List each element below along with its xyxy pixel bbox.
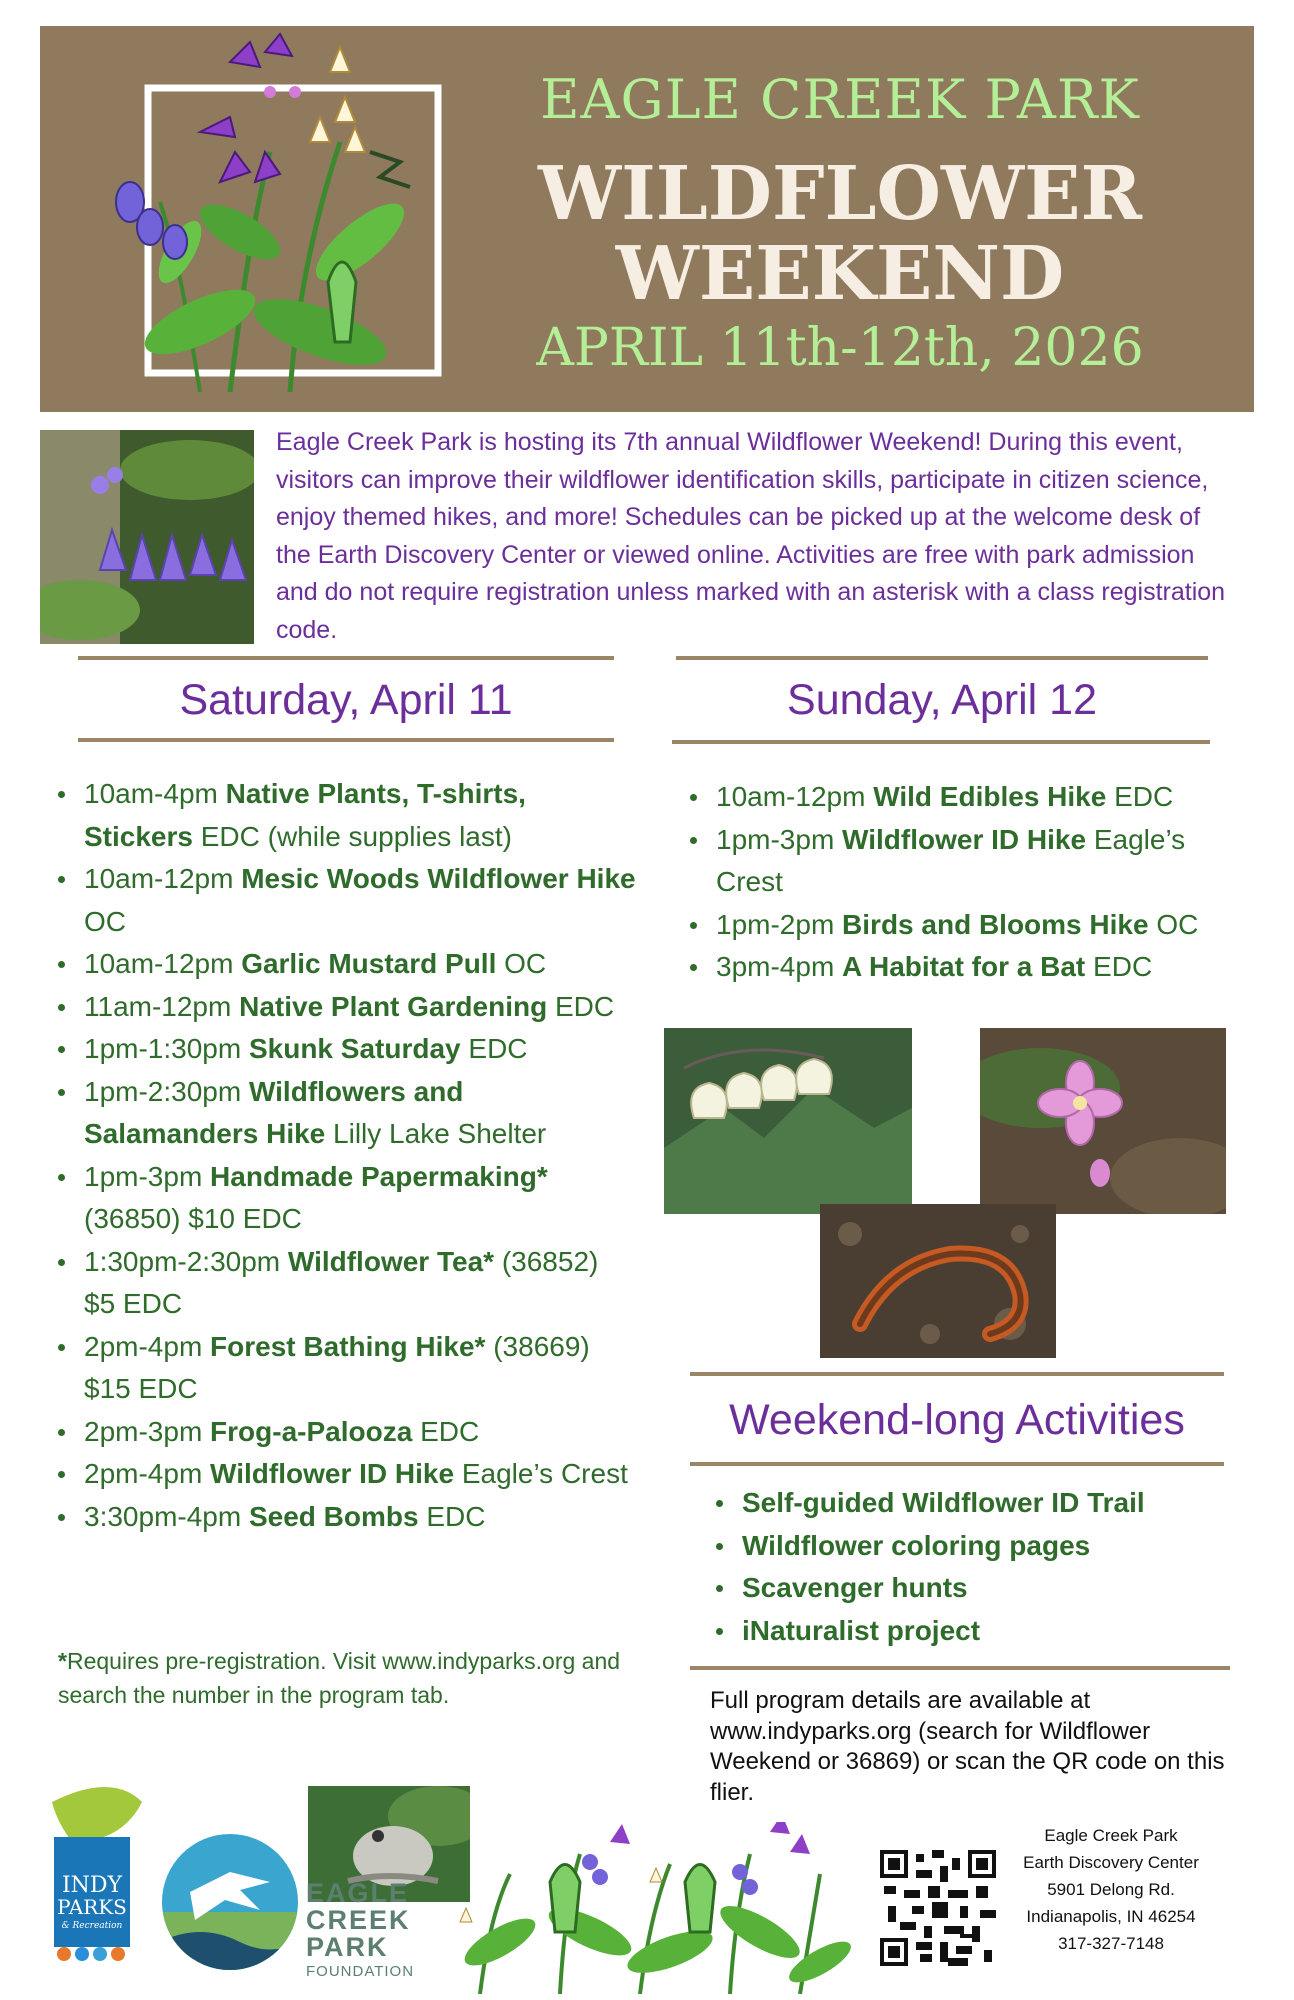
saturday-event <box>56 1071 636 1156</box>
event-title: Wild Edibles Hike <box>873 781 1107 812</box>
event-time: 10am-12pm <box>84 863 234 894</box>
preregistration-note <box>58 1644 658 1712</box>
address-line: Earth Discovery Center <box>1023 1853 1199 1872</box>
sunday-event <box>688 904 1258 947</box>
event-time: 1pm-1:30pm <box>84 1033 242 1064</box>
intro-paragraph: Eagle Creek Park is hosting its 7th annual Wildflower Weekend! During this event, visitors can improve their wildflower identification skills, participate in citizen science, enjoy themed hikes, and more! Schedules can be picked up at the welcome desk of the Earth Discovery Center or viewed online. Activities are free with park admission and do not require registration unless marked with an asterisk with a class registration code. <box>276 428 1226 644</box>
event-time: 10am-12pm <box>84 948 234 979</box>
event-location: EDC <box>426 1500 486 1532</box>
event-title-line2: WEEKEND <box>615 231 1065 317</box>
event-time: 1pm-3pm <box>716 823 835 855</box>
event-location: Eagle’s Crest <box>461 1458 628 1489</box>
indy-parks-logo <box>42 1782 142 1962</box>
event-time: 11am-12pm <box>84 990 232 1022</box>
foundation-creek: CREEK <box>306 1905 411 1935</box>
sunday-top-rule <box>676 656 1208 660</box>
event-title: Garlic Mustard Pull <box>241 948 497 979</box>
event-location: OC <box>504 948 547 979</box>
saturday-event <box>56 1028 636 1071</box>
foundation-wordmark <box>306 1880 426 1983</box>
program-details: Full program details are available at www.indyparks.org (search for Wildflower Weekend or 36869) or scan the QR code on this flier. <box>710 1687 1225 1806</box>
event-location: (38669) $15 EDC <box>84 1330 590 1404</box>
event-location: EDC <box>468 1033 528 1064</box>
saturday-event <box>56 773 636 858</box>
event-time: 2pm-4pm <box>84 1330 203 1362</box>
saturday-event <box>56 1453 636 1496</box>
event-time: 3:30pm-4pm <box>84 1500 242 1532</box>
event-title: Seed Bombs <box>248 1500 419 1532</box>
parks-text: PARKS <box>57 1895 127 1919</box>
event-location: EDC <box>554 990 615 1022</box>
address-line: 5901 Delong Rd. <box>1047 1880 1175 1899</box>
event-time: 1pm-2:30pm <box>84 1075 242 1107</box>
saturday-heading: Saturday, April 11 <box>179 676 513 724</box>
event-title: Handmade Papermaking* <box>210 1160 548 1192</box>
sunday-schedule <box>688 776 1258 989</box>
event-time: 10am-4pm <box>84 778 218 809</box>
event-location: EDC <box>1093 951 1153 982</box>
details-top-rule <box>690 1666 1230 1670</box>
saturday-event <box>56 986 636 1029</box>
event-title: Frog-a-Palooza <box>210 1415 413 1447</box>
event-dates: APRIL 11th-12th, 2026 <box>536 318 1144 378</box>
saturday-event <box>56 1156 636 1241</box>
weekend-top-rule <box>690 1372 1224 1376</box>
saturday-top-rule <box>78 656 614 660</box>
sunday-event <box>688 776 1258 819</box>
weekend-activity <box>714 1567 1234 1610</box>
weekend-activity <box>714 1610 1234 1653</box>
event-location: EDC <box>1114 781 1174 812</box>
recreation-text: & Recreation <box>61 1921 123 1931</box>
saturday-bottom-rule <box>78 738 614 742</box>
dutchmans-breeches-photo <box>664 1028 912 1214</box>
event-title: Wildflower ID Hike <box>210 1458 455 1489</box>
weekend-bottom-rule <box>690 1462 1224 1466</box>
activity-name: iNaturalist project <box>742 1614 981 1646</box>
event-time: 2pm-3pm <box>84 1415 203 1447</box>
activity-name: Self-guided Wildflower ID Trail <box>742 1487 1145 1518</box>
address-line: 317-327-7148 <box>1058 1934 1164 1953</box>
event-location: Eagle’s Crest <box>716 823 1186 897</box>
event-location: (36850) $10 EDC <box>84 1203 302 1234</box>
sunday-event <box>688 946 1258 989</box>
eagle-creek-foundation-emblem <box>160 1832 300 1972</box>
saturday-event <box>56 1496 636 1539</box>
event-title: Mesic Woods Wildflower Hike <box>241 863 636 894</box>
event-title: Wildflower ID Hike <box>842 823 1087 855</box>
address-block <box>996 1822 1226 1957</box>
event-location: EDC <box>420 1415 480 1447</box>
sunday-heading: Sunday, April 12 <box>787 676 1097 724</box>
salamander-photo <box>820 1204 1056 1358</box>
event-time: 1pm-3pm <box>84 1160 203 1192</box>
weekend-heading: Weekend-long Activities <box>729 1396 1185 1444</box>
address-line: Eagle Creek Park <box>1044 1826 1178 1845</box>
foundation-word: FOUNDATION <box>306 1963 415 1980</box>
saturday-schedule <box>56 773 636 1538</box>
event-title: A Habitat for a Bat <box>842 951 1086 982</box>
weekend-activity <box>714 1525 1234 1568</box>
event-time: 10am-12pm <box>716 781 866 812</box>
event-title: Wildflowers and Salamanders Hike <box>84 1075 464 1149</box>
saturday-event <box>56 858 636 943</box>
activity-name: Wildflower coloring pages <box>742 1529 1091 1561</box>
event-time: 1pm-2pm <box>716 908 835 940</box>
saturday-event <box>56 1326 636 1411</box>
sunday-bottom-rule <box>672 740 1210 744</box>
indy-text: INDY <box>61 1873 123 1898</box>
event-time: 1:30pm-2:30pm <box>84 1245 281 1277</box>
sunday-event <box>688 819 1258 904</box>
qr-code[interactable] <box>880 1850 996 1966</box>
footnote-text: Requires pre-registration. Visit www.indyparks.org and search the number in the program tab. <box>58 1648 621 1708</box>
activity-name: Scavenger hunts <box>742 1572 968 1603</box>
address-line: Indianapolis, IN 46254 <box>1026 1907 1196 1926</box>
park-name: EAGLE CREEK PARK <box>540 68 1140 131</box>
event-location: (36852) $5 EDC <box>84 1245 599 1319</box>
weekend-activities <box>714 1482 1234 1652</box>
foundation-park: PARK <box>306 1932 389 1962</box>
event-title: Native Plant Gardening <box>239 990 548 1022</box>
saturday-event <box>56 1411 636 1454</box>
event-location: OC <box>84 905 126 937</box>
header-banner <box>40 26 1254 412</box>
foundation-eagle: EAGLE <box>306 1878 410 1908</box>
event-title-line1: WILDFLOWER <box>538 151 1142 237</box>
footnote-asterisk: * <box>58 1648 67 1674</box>
event-time: 2pm-4pm <box>84 1458 203 1489</box>
spring-beauty-photo <box>980 1028 1226 1214</box>
event-title: Forest Bathing Hike* <box>210 1330 486 1362</box>
event-location: EDC (while supplies last) <box>200 820 512 852</box>
bluebells-photo <box>40 430 254 644</box>
event-time: 3pm-4pm <box>716 951 835 982</box>
wildflower-border-illustration <box>440 1822 860 1994</box>
saturday-event <box>56 1241 636 1326</box>
event-location: Lilly Lake Shelter <box>333 1118 547 1149</box>
event-title: Birds and Blooms Hike <box>842 908 1149 940</box>
saturday-event <box>56 943 636 986</box>
event-title: Wildflower Tea* <box>287 1245 495 1277</box>
event-title: Skunk Saturday <box>248 1033 461 1064</box>
weekend-activity <box>714 1482 1234 1525</box>
event-title: Native Plants, T-shirts, Stickers <box>84 778 526 852</box>
event-location: OC <box>1156 908 1199 940</box>
wildflower-illustration <box>80 32 480 412</box>
